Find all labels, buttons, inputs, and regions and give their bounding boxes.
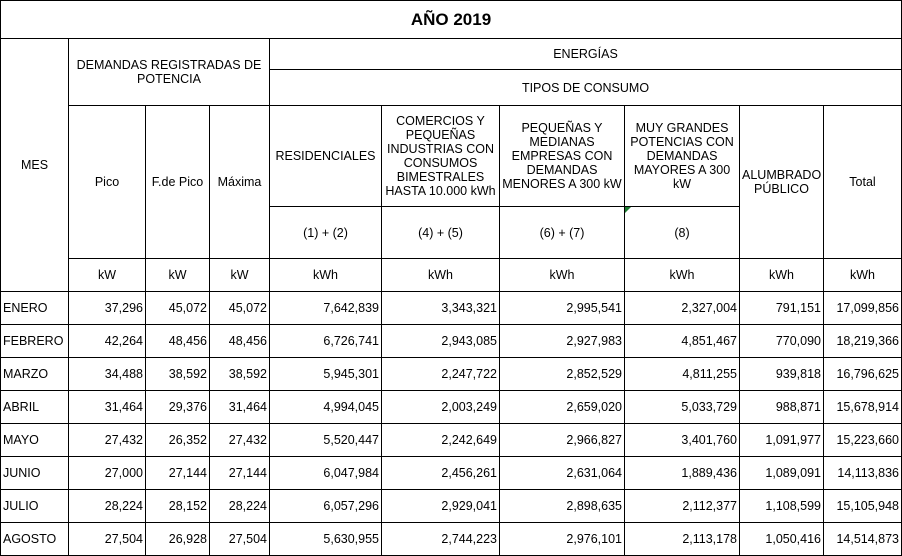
grandes-cell: 5,033,729 xyxy=(625,391,740,424)
code-grandes: (8) xyxy=(625,207,740,259)
total-cell: 14,514,873 xyxy=(824,523,902,556)
residenciales-cell: 6,057,296 xyxy=(270,490,382,523)
grandes-cell: 2,112,377 xyxy=(625,490,740,523)
total-cell: 15,105,948 xyxy=(824,490,902,523)
grandes-cell: 1,889,436 xyxy=(625,457,740,490)
residenciales-cell: 4,994,045 xyxy=(270,391,382,424)
pico-cell: 28,224 xyxy=(69,490,146,523)
header-total: Total xyxy=(824,106,902,259)
total-cell: 14,113,836 xyxy=(824,457,902,490)
pequenas-cell: 2,995,541 xyxy=(500,292,625,325)
pico-cell: 34,488 xyxy=(69,358,146,391)
comercios-cell: 2,456,261 xyxy=(382,457,500,490)
comercios-cell: 2,247,722 xyxy=(382,358,500,391)
residenciales-cell: 5,520,447 xyxy=(270,424,382,457)
pico-cell: 37,296 xyxy=(69,292,146,325)
header-alumbrado: ALUMBRADO PÚBLICO xyxy=(740,106,824,259)
grandes-cell: 3,401,760 xyxy=(625,424,740,457)
table-row xyxy=(1,490,902,523)
alumbrado-cell: 791,151 xyxy=(740,292,824,325)
residenciales-cell: 6,726,741 xyxy=(270,325,382,358)
grandes-cell: 4,851,467 xyxy=(625,325,740,358)
data-body xyxy=(1,292,902,556)
f-de-pico-cell: 38,592 xyxy=(146,358,210,391)
pequenas-cell: 2,898,635 xyxy=(500,490,625,523)
comercios-cell: 2,003,249 xyxy=(382,391,500,424)
maxima-cell: 31,464 xyxy=(210,391,270,424)
unit-cell: kWh xyxy=(740,259,824,292)
pequenas-cell: 2,852,529 xyxy=(500,358,625,391)
header-energias: ENERGÍAS xyxy=(270,39,902,70)
unit-cell: kW xyxy=(146,259,210,292)
comercios-cell: 2,242,649 xyxy=(382,424,500,457)
unit-cell: kWh xyxy=(625,259,740,292)
maxima-cell: 48,456 xyxy=(210,325,270,358)
unit-cell: kWh xyxy=(382,259,500,292)
pequenas-cell: 2,966,827 xyxy=(500,424,625,457)
header-f-de-pico: F.de Pico xyxy=(146,106,210,259)
pico-cell: 27,504 xyxy=(69,523,146,556)
alumbrado-cell: 1,089,091 xyxy=(740,457,824,490)
maxima-cell: 27,144 xyxy=(210,457,270,490)
grandes-cell: 4,811,255 xyxy=(625,358,740,391)
total-cell: 15,223,660 xyxy=(824,424,902,457)
comercios-cell: 2,744,223 xyxy=(382,523,500,556)
table-row xyxy=(1,457,902,490)
f-de-pico-cell: 26,928 xyxy=(146,523,210,556)
f-de-pico-cell: 45,072 xyxy=(146,292,210,325)
unit-cell: kWh xyxy=(500,259,625,292)
pico-cell: 31,464 xyxy=(69,391,146,424)
units-row xyxy=(1,259,902,292)
table-row xyxy=(1,358,902,391)
month-cell: JUNIO xyxy=(1,457,69,490)
pequenas-cell: 2,976,101 xyxy=(500,523,625,556)
month-cell: ABRIL xyxy=(1,391,69,424)
pico-cell: 42,264 xyxy=(69,325,146,358)
table-row xyxy=(1,523,902,556)
f-de-pico-cell: 28,152 xyxy=(146,490,210,523)
code-residenciales: (1) + (2) xyxy=(270,207,382,259)
unit-cell: kW xyxy=(210,259,270,292)
table-row xyxy=(1,424,902,457)
code-pequenas: (6) + (7) xyxy=(500,207,625,259)
table-row xyxy=(1,292,902,325)
header-comercios: COMERCIOS Y PEQUEÑAS INDUSTRIAS CON CONSUMOS BIMESTRALES HASTA 10.000 kWh xyxy=(382,106,500,207)
total-cell: 16,796,625 xyxy=(824,358,902,391)
month-cell: ENERO xyxy=(1,292,69,325)
f-de-pico-cell: 26,352 xyxy=(146,424,210,457)
month-cell: AGOSTO xyxy=(1,523,69,556)
header-mes: MES xyxy=(1,39,69,292)
grandes-cell: 2,327,004 xyxy=(625,292,740,325)
total-cell: 17,099,856 xyxy=(824,292,902,325)
maxima-cell: 45,072 xyxy=(210,292,270,325)
residenciales-cell: 5,945,301 xyxy=(270,358,382,391)
maxima-cell: 28,224 xyxy=(210,490,270,523)
alumbrado-cell: 988,871 xyxy=(740,391,824,424)
comercios-cell: 3,343,321 xyxy=(382,292,500,325)
month-cell: FEBRERO xyxy=(1,325,69,358)
maxima-cell: 27,432 xyxy=(210,424,270,457)
alumbrado-cell: 939,818 xyxy=(740,358,824,391)
header-tipos-consumo: TIPOS DE CONSUMO xyxy=(270,70,902,106)
header-maxima: Máxima xyxy=(210,106,270,259)
residenciales-cell: 5,630,955 xyxy=(270,523,382,556)
comercios-cell: 2,929,041 xyxy=(382,490,500,523)
unit-cell: kWh xyxy=(270,259,382,292)
unit-cell: kW xyxy=(69,259,146,292)
code-comercios: (4) + (5) xyxy=(382,207,500,259)
pequenas-cell: 2,659,020 xyxy=(500,391,625,424)
month-cell: JULIO xyxy=(1,490,69,523)
residenciales-cell: 6,047,984 xyxy=(270,457,382,490)
maxima-cell: 27,504 xyxy=(210,523,270,556)
f-de-pico-cell: 29,376 xyxy=(146,391,210,424)
alumbrado-cell: 770,090 xyxy=(740,325,824,358)
total-cell: 18,219,366 xyxy=(824,325,902,358)
table-title: AÑO 2019 xyxy=(1,1,902,39)
alumbrado-cell: 1,091,977 xyxy=(740,424,824,457)
pequenas-cell: 2,631,064 xyxy=(500,457,625,490)
month-cell: MAYO xyxy=(1,424,69,457)
table-row xyxy=(1,325,902,358)
table-row xyxy=(1,391,902,424)
grandes-cell: 2,113,178 xyxy=(625,523,740,556)
total-cell: 15,678,914 xyxy=(824,391,902,424)
alumbrado-cell: 1,050,416 xyxy=(740,523,824,556)
alumbrado-cell: 1,108,599 xyxy=(740,490,824,523)
month-cell: MARZO xyxy=(1,358,69,391)
pequenas-cell: 2,927,983 xyxy=(500,325,625,358)
header-residenciales: RESIDENCIALES xyxy=(270,106,382,207)
comercios-cell: 2,943,085 xyxy=(382,325,500,358)
header-pico: Pico xyxy=(69,106,146,259)
pico-cell: 27,432 xyxy=(69,424,146,457)
f-de-pico-cell: 27,144 xyxy=(146,457,210,490)
pico-cell: 27,000 xyxy=(69,457,146,490)
residenciales-cell: 7,642,839 xyxy=(270,292,382,325)
header-demandas: DEMANDAS REGISTRADAS DE POTENCIA xyxy=(69,39,270,106)
header-pequenas-medianas: PEQUEÑAS Y MEDIANAS EMPRESAS CON DEMANDAS MENORES A 300 kW xyxy=(500,106,625,207)
unit-cell: kWh xyxy=(824,259,902,292)
header-muy-grandes: MUY GRANDES POTENCIAS CON DEMANDAS MAYORES A 300 kW xyxy=(625,106,740,207)
f-de-pico-cell: 48,456 xyxy=(146,325,210,358)
maxima-cell: 38,592 xyxy=(210,358,270,391)
